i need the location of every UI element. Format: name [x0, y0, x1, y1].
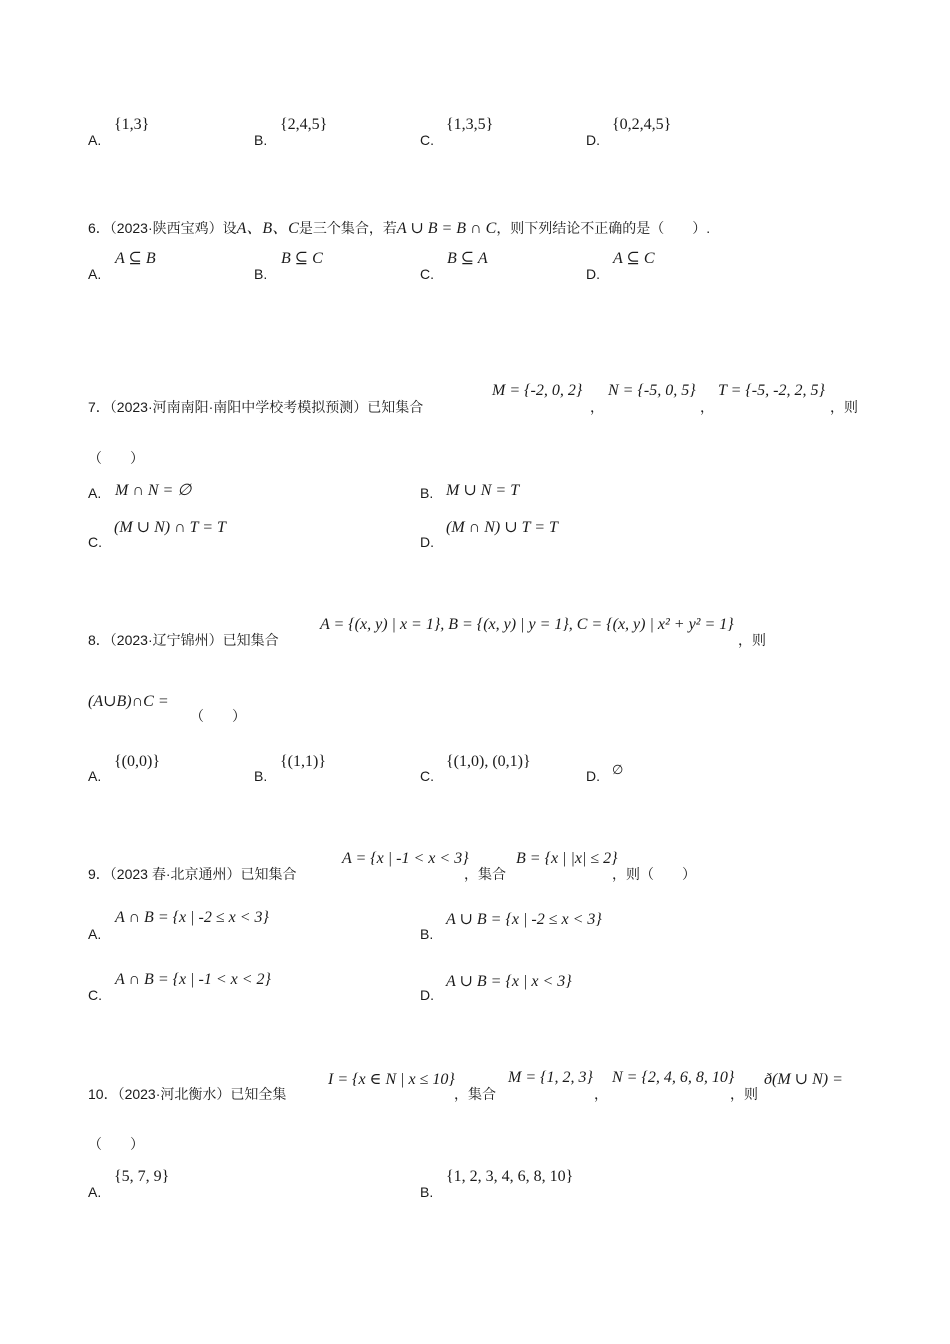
q6-option-d-math: A ⊆ C: [613, 250, 655, 267]
q10-option-b-label: B.: [420, 1184, 434, 1200]
q7-option-b-label: B.: [420, 485, 434, 501]
q10-set-n: N = {2, 4, 6, 8, 10}: [612, 1069, 735, 1086]
q7-option-a-label: A.: [88, 485, 102, 501]
q6-text-after: ，则下列结论不正确的是（ ）.: [496, 220, 711, 236]
q8-option-a-math: {(0,0)}: [114, 753, 161, 770]
q7-stem: [88, 397, 423, 417]
q9-stem: [88, 864, 297, 884]
q8-option-d-label: D.: [586, 768, 600, 784]
q8-stem: [88, 630, 279, 650]
q9-number: 9．: [88, 866, 110, 882]
q7-option-c-label: C.: [88, 534, 102, 550]
q9-option-d-math: A ∪ B = {x | x < 3}: [446, 973, 572, 990]
q6-option-b-math: B ⊆ C: [281, 250, 323, 267]
q6-option-d-label: D.: [586, 266, 600, 282]
q8-sets: A = {(x, y) | x = 1}, B = {(x, y) | y = 1}, C = {(x, y) | x² + y² = 1}: [320, 616, 734, 633]
q7-option-b-math: M ∪ N = T: [446, 482, 520, 499]
q6-option-a-label: A.: [88, 266, 102, 282]
q9-option-c-math: A ∩ B = {x | -1 < x < 2}: [115, 971, 271, 988]
q5-option-b-label: B.: [254, 132, 268, 148]
q7-option-d-label: D.: [420, 534, 434, 550]
q10-source: （2023·河北衡水）已知全集: [117, 1086, 287, 1102]
q7-paren: （ ）: [88, 450, 144, 466]
q8-option-d-math: ∅: [612, 762, 624, 777]
q9-option-d-label: D.: [420, 987, 434, 1003]
q10-number: 10．: [88, 1086, 118, 1102]
q10-option-b-math: {1, 2, 3, 4, 6, 8, 10}: [446, 1168, 574, 1185]
q10-option-a-label: A.: [88, 1184, 102, 1200]
q8-option-a-label: A.: [88, 768, 102, 784]
q5-option-a-math: {1,3}: [114, 116, 150, 133]
q8-option-b-math: {(1,1)}: [280, 753, 327, 770]
q7-sep-2: ，: [700, 399, 714, 415]
q5-option-b-math: {2,4,5}: [280, 116, 328, 133]
q6-number: 6．: [88, 220, 110, 236]
q6-vars: A、B、C: [236, 220, 299, 237]
q10-then: ，则: [730, 1086, 758, 1102]
q8-number: 8．: [88, 632, 110, 648]
q7-sep-1: ，: [590, 399, 604, 415]
q8-then: ，则: [738, 632, 766, 648]
q7-option-c-math: (M ∪ N) ∩ T = T: [114, 519, 226, 536]
q5-option-d-label: D.: [586, 132, 600, 148]
q8-expr: (A∪B)∩C =: [88, 693, 169, 710]
q7-then: ，则: [830, 399, 858, 415]
q7-set-n: N = {-5, 0, 5}: [608, 382, 696, 399]
q8-option-c-math: {(1,0), (0,1)}: [446, 753, 531, 770]
q7-number: 7．: [88, 399, 110, 415]
q9-mid: ，集合: [464, 866, 506, 882]
q8-paren: （ ）: [190, 708, 246, 724]
q9-option-b-label: B.: [420, 926, 434, 942]
q9-after: ，则（ ）: [612, 866, 696, 882]
q9-set-b: B = {x | |x| ≤ 2}: [516, 850, 618, 867]
q6-option-b-label: B.: [254, 266, 268, 282]
q6-text-mid: 是三个集合，若: [298, 220, 397, 236]
q6-stem: [88, 215, 710, 238]
q9-source: （2023 春·北京通州）已知集合: [109, 866, 297, 882]
q5-option-c-math: {1,3,5}: [446, 116, 494, 133]
q6-option-c-math: B ⊆ A: [447, 250, 488, 267]
q10-stem: [88, 1084, 286, 1104]
q10-sep: ，: [594, 1086, 608, 1102]
q7-set-m: M = {-2, 0, 2}: [492, 382, 583, 399]
q6-option-a-math: A ⊆ B: [115, 250, 156, 267]
q10-set-i: I = {x ∈ N | x ≤ 10}: [328, 1071, 455, 1088]
q7-set-t: T = {-5, -2, 2, 5}: [718, 382, 825, 399]
q9-option-a-math: A ∩ B = {x | -2 ≤ x < 3}: [115, 909, 269, 926]
q8-source: （2023·辽宁锦州）已知集合: [109, 632, 279, 648]
q5-option-d-math: {0,2,4,5}: [612, 116, 672, 133]
q5-option-a-label: A.: [88, 132, 102, 148]
q7-option-d-math: (M ∩ N) ∪ T = T: [446, 519, 558, 536]
q10-expr: ð(M ∪ N) =: [764, 1071, 843, 1088]
q6-option-c-label: C.: [420, 266, 434, 282]
q10-option-a-math: {5, 7, 9}: [114, 1168, 170, 1185]
q9-option-c-label: C.: [88, 987, 102, 1003]
q10-paren: （ ）: [88, 1136, 144, 1152]
q8-option-c-label: C.: [420, 768, 434, 784]
q6-source: （2023·陕西宝鸡）设: [109, 220, 237, 236]
q10-mid: ，集合: [454, 1086, 496, 1102]
q9-option-b-math: A ∪ B = {x | -2 ≤ x < 3}: [446, 911, 602, 928]
q5-option-c-label: C.: [420, 132, 434, 148]
q8-option-b-label: B.: [254, 768, 268, 784]
q7-source: （2023·河南南阳·南阳中学校考模拟预测）已知集合: [109, 399, 424, 415]
q9-set-a: A = {x | -1 < x < 3}: [342, 850, 469, 867]
q6-condition: A ∪ B = B ∩ C: [396, 220, 497, 237]
q10-set-m: M = {1, 2, 3}: [508, 1069, 593, 1086]
q9-option-a-label: A.: [88, 926, 102, 942]
q7-option-a-math: M ∩ N = ∅: [115, 482, 192, 499]
